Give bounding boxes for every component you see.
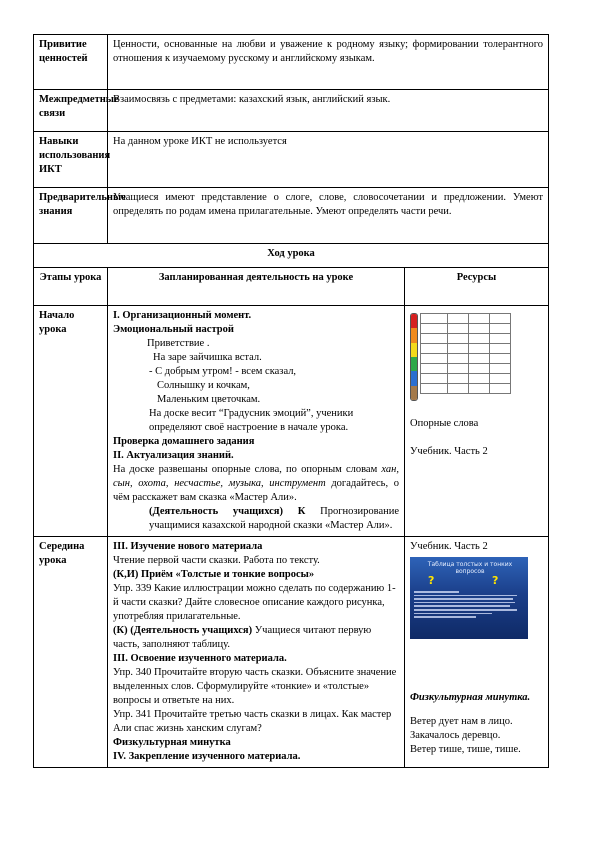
org-moment: I. Организационный момент. [113, 310, 252, 321]
res-physical-minute: Физкультурная минутка. [410, 692, 531, 703]
mastering: III. Освоение изученного материала. [113, 653, 287, 664]
row-headers [34, 268, 549, 306]
poem-line-4: Маленьким цветочкам. [157, 394, 261, 405]
stage-middle: Середина урока [34, 537, 108, 768]
row-course-title [34, 244, 549, 268]
words-intro: На доске развешаны опорные слова, по опорным словам [113, 464, 378, 475]
words-outro: догадайтесь, о чём расскажет вам сказка «Мастер Али». [113, 478, 400, 503]
res-support-words: Опорные слова [410, 418, 479, 429]
row-values [34, 35, 549, 90]
poem-line-3: Солнышку и кочкам, [157, 380, 250, 391]
cross-subject-text: Взаимосвязь с предметами: казахский язык, английский язык. [108, 90, 549, 132]
student-activity-start [113, 505, 399, 533]
exercise-339: Упр. 339 Какие иллюстрации можно сделать по содержанию 1-й части сказки? Дайте словесное описание каждого рисунка, употребляя прилагательные. [113, 583, 396, 622]
thermo-brown [411, 386, 417, 400]
knowledge-update: II. Актуализация знаний. [113, 450, 234, 461]
row-ict [34, 132, 549, 188]
reading: Чтение первой части сказки. Работа по тексту. [113, 555, 320, 566]
study-new: III. Изучение нового материала [113, 541, 263, 552]
res-poem-line-3: Ветер тише, тише, тише. [410, 744, 521, 755]
prior-text: Учащиеся имеют представление о слоге, слове, словосочетании и предложении. Умеют определять по родам имена прилагательные. Умеют определять части речи. [108, 188, 549, 244]
questions-slide [410, 557, 528, 639]
thermo-text: На доске весит “Градусник эмоций”, ученики определяют своё настроение в начале урока. [149, 408, 354, 433]
thermo-orange [411, 328, 417, 342]
thermometer-grid [420, 313, 511, 394]
middle-activity [108, 537, 405, 768]
prior-label: Предварительные знания [34, 188, 108, 244]
values-text: Ценности, основанные на любви и уважение к родному языку; формировании толерантного отношения к изучаемому русскому и английскому языкам. [108, 35, 549, 90]
header-resources: Ресурсы [405, 268, 549, 306]
thermometer-tube [410, 313, 418, 401]
middle-activity-text: Учащиеся читают первую часть, заполняют таблицу. [113, 625, 372, 650]
thermo-blue [411, 371, 417, 385]
values-label: Привитие ценностей [34, 35, 108, 90]
res-textbook-1: Учебник. Часть 2 [410, 446, 488, 457]
res-poem-line-2: Закачалось деревцо. [410, 730, 501, 741]
row-middle [34, 537, 549, 768]
res-poem-line-1: Ветер дует нам в лицо. [410, 716, 513, 727]
words-list: хан, сын, охота, несчастье, музыка, инструмент [113, 464, 399, 489]
stage-start: Начало урока [34, 306, 108, 537]
cross-subject-label: Межпредметные связи [34, 90, 108, 132]
middle-activity-label: (К) (Деятельность учащихся) [113, 625, 253, 636]
row-cross-subject [34, 90, 549, 132]
row-start [34, 306, 549, 537]
start-activity [108, 306, 405, 537]
slide-question-mark-right: ? [492, 574, 499, 587]
thermo-yellow [411, 343, 417, 357]
slide-title: Таблица толстых и тонких вопросов [427, 561, 513, 575]
poem-line-2: - С добрым утром! - всем сказал, [149, 366, 297, 377]
emotion-thermometer [410, 313, 543, 401]
res-textbook-2: Учебник. Часть 2 [410, 541, 488, 552]
row-prior-knowledge [34, 188, 549, 244]
thermo-green [411, 357, 417, 371]
activity-label: (Деятельность учащихся) К [149, 506, 306, 517]
start-resources [405, 306, 549, 537]
activity-text: Прогнозирование учащимися казахской народной сказки «Мастер Али». [149, 506, 400, 531]
exercise-340: Упр. 340 Прочитайте вторую часть сказки. Объясните значение выделенных слов. Сформулируйте «тонкие» и «толстые» вопросы и ответьте на них. [113, 667, 397, 706]
slide-text-lines [414, 589, 526, 620]
lesson-plan-table [33, 34, 549, 768]
ict-label: Навыки использования ИКТ [34, 132, 108, 188]
homework-check: Проверка домашнего задания [113, 436, 255, 447]
thermo-red [411, 314, 417, 328]
middle-resources [405, 537, 549, 768]
physical-minute: Физкультурная минутка [113, 737, 231, 748]
greeting: Приветствие . [147, 338, 210, 349]
student-activity-middle [113, 624, 399, 652]
header-stages: Этапы урока [34, 268, 108, 306]
poem-line-1: На заре зайчишка встал. [153, 352, 262, 363]
consolidation: IV. Закрепление изученного материала. [113, 751, 301, 762]
emotional-mood: Эмоциональный настрой [113, 324, 234, 335]
course-title: Ход урока [34, 244, 549, 268]
method-label: (К,И) Приём «Толстые и тонкие вопросы» [113, 569, 315, 580]
header-activity: Запланированная деятельность на уроке [108, 268, 405, 306]
words-paragraph [113, 463, 399, 505]
ict-text: На данном уроке ИКТ не используется [108, 132, 549, 188]
exercise-341: Упр. 341 Прочитайте третью часть сказки в лицах. Как мастер Али спас жизнь ханским слугам? [113, 709, 392, 734]
slide-question-mark-left: ? [428, 574, 435, 587]
